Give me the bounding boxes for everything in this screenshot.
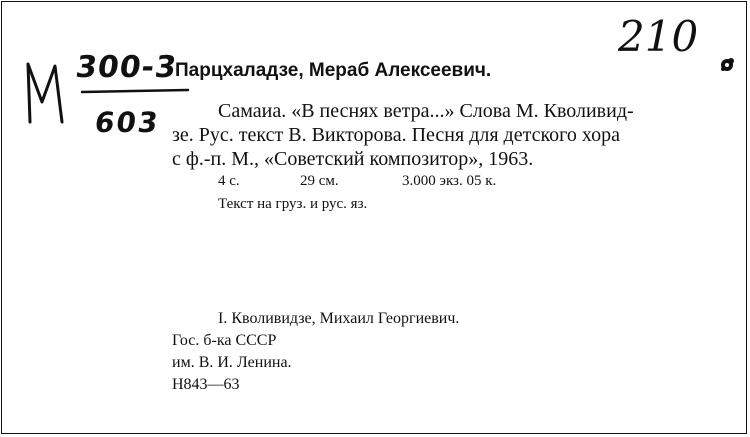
description-line-3: с ф.-п. М., «Советский композитор», 1963. bbox=[172, 148, 534, 170]
tracing-2: Гос. б-ка СССР bbox=[172, 332, 277, 349]
collation-size: 29 см. bbox=[300, 173, 339, 189]
tracing-3: им. В. И. Ленина. bbox=[172, 354, 292, 371]
collation-copies-price: 3.000 экз. 05 к. bbox=[402, 173, 497, 189]
tracing-4: Н843—63 bbox=[172, 376, 240, 393]
language-note: Текст на груз. и рус. яз. bbox=[218, 196, 368, 212]
author-heading: Парцхаладзе, Мераб Алексеевич. bbox=[175, 60, 492, 81]
call-number-bottom: 603 bbox=[92, 106, 162, 139]
description-line-2: зе. Рус. текст В. Викторова. Песня для детского хора bbox=[172, 124, 620, 146]
ink-blot-icon bbox=[718, 56, 736, 74]
tracing-1: I. Кволивидзе, Михаил Георгиевич. bbox=[218, 310, 460, 327]
inventory-number: 210 bbox=[618, 12, 699, 61]
collation-pages: 4 с. bbox=[218, 173, 240, 189]
call-number-top: 300-3 bbox=[73, 50, 180, 85]
description-line-1: Самаиа. «В песнях ветра...» Слова М. Кволивид- bbox=[218, 100, 634, 122]
